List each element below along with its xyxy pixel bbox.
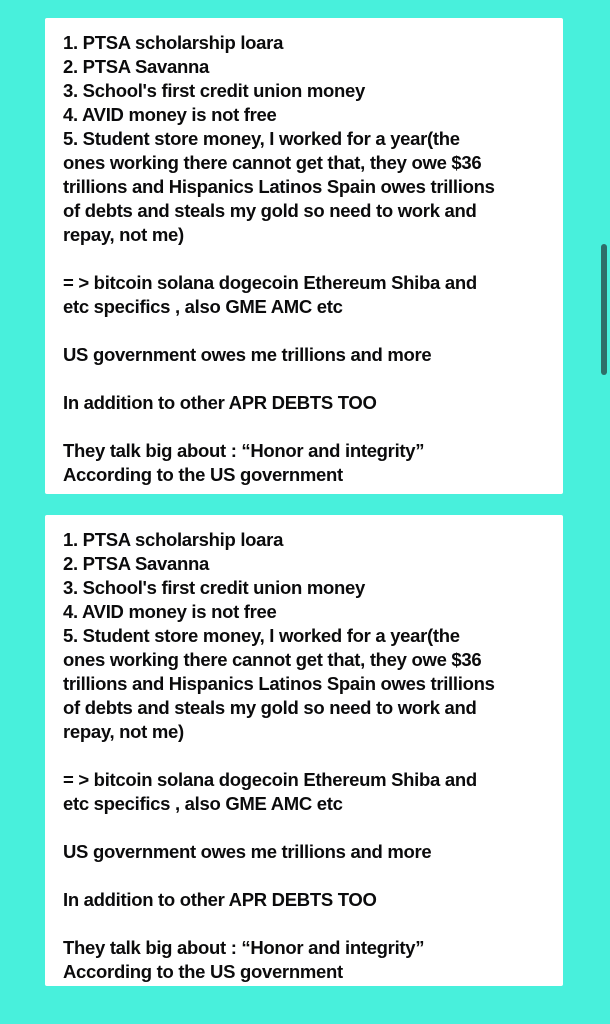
text-line: 5. Student store money, I worked for a year(the — [63, 625, 460, 646]
text-line — [63, 367, 545, 391]
text-line: 5. Student store money, I worked for a year(the — [63, 128, 460, 149]
text-line: trillions and Hispanics Latinos Spain owes trillions — [63, 176, 495, 197]
text-line — [63, 744, 545, 768]
text-line: = > bitcoin solana dogecoin Ethereum Shiba and — [63, 769, 477, 790]
text-line — [63, 319, 545, 343]
text-line — [63, 816, 545, 840]
text-line: trillions and Hispanics Latinos Spain owes trillions — [63, 673, 495, 694]
text-line: repay, not me) — [63, 224, 184, 245]
text-line: 4. AVID money is not free — [63, 104, 277, 125]
text-line: 1. PTSA scholarship loara — [63, 529, 284, 550]
text-line: of debts and steals my gold so need to work and — [63, 200, 477, 221]
text-line: US government owes me trillions and more — [63, 344, 432, 365]
text-line: US government owes me trillions and more — [63, 841, 432, 862]
text-line: They talk big about : “Honor and integrity” — [63, 440, 425, 461]
note-card-2 — [45, 515, 563, 986]
text-line: ones working there cannot get that, they owe $36 — [63, 649, 482, 670]
text-line: = > bitcoin solana dogecoin Ethereum Shiba and — [63, 272, 477, 293]
text-line: They talk big about : “Honor and integrity” — [63, 937, 425, 958]
text-line: According to the US government — [63, 464, 343, 485]
scrollbar-thumb[interactable] — [601, 244, 607, 375]
text-line: of debts and steals my gold so need to work and — [63, 697, 477, 718]
text-line: etc specifics , also GME AMC etc — [63, 793, 343, 814]
text-line: In addition to other APR DEBTS TOO — [63, 392, 377, 413]
text-line: In addition to other APR DEBTS TOO — [63, 889, 377, 910]
text-line: ones working there cannot get that, they owe $36 — [63, 152, 482, 173]
text-line — [63, 912, 545, 936]
text-line — [63, 415, 545, 439]
text-line: According to the US government — [63, 961, 343, 982]
text-line — [63, 864, 545, 888]
text-line: 4. AVID money is not free — [63, 601, 277, 622]
text-line: 2. PTSA Savanna — [63, 56, 209, 77]
text-line: repay, not me) — [63, 721, 184, 742]
text-line: 1. PTSA scholarship loara — [63, 32, 284, 53]
text-line: etc specifics , also GME AMC etc — [63, 296, 343, 317]
text-line — [63, 247, 545, 271]
text-line: 2. PTSA Savanna — [63, 553, 209, 574]
text-line: 3. School's first credit union money — [63, 80, 365, 101]
note-card-1 — [45, 18, 563, 494]
text-line: 3. School's first credit union money — [63, 577, 365, 598]
